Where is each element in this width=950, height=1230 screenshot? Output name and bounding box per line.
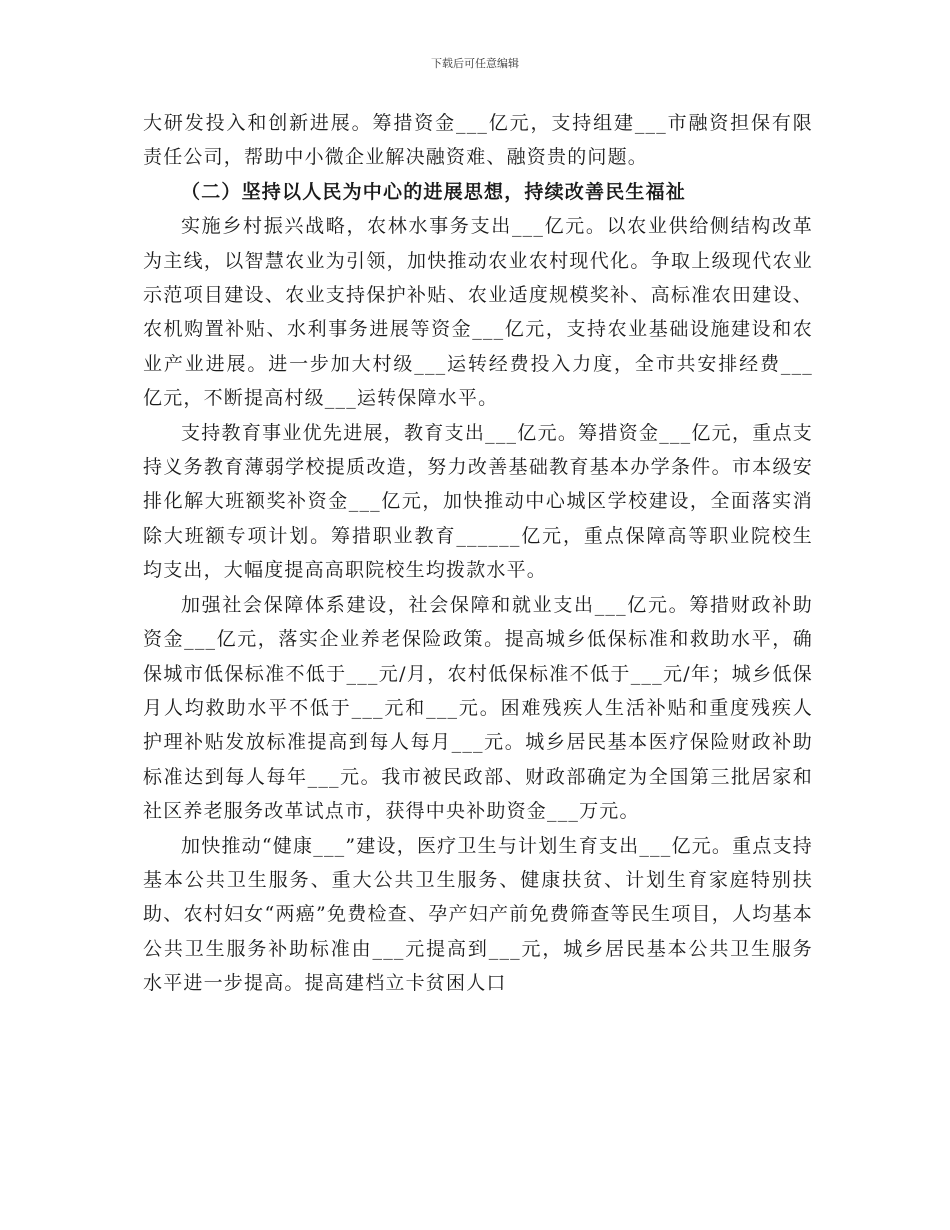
paragraph-education: 支持教育事业优先进展，教育支出___亿元。筹措资金___亿元，重点支持义务教育薄弱学校提质改造，努力改善基础教育基本办学条件。市本级安排化解大班额奖补资金___亿元，加快推动中心城区学校建设，全面落实消除大班额专项计划。筹措职业教育______亿元，重点保障高等职业院校生均支出，大幅度提高高职院校生均拨款水平。 [143, 421, 813, 582]
page-header: 下载后可任意编辑 [431, 57, 519, 70]
paragraph-continuation: 大研发投入和创新进展。筹措资金___亿元，支持组建___市融资担保有限责任公司，帮助中小微企业解决融资难、融资贵的问题。 [143, 112, 813, 169]
document-body [143, 106, 813, 1001]
section-heading: （二）坚持以人民为中心的进展思想，持续改善民生福祉 [181, 180, 687, 203]
paragraph-rural-revitalization: 实施乡村振兴战略，农林水事务支出___亿元。以农业供给侧结构改革为主线，以智慧农业为引领，加快推动农业农村现代化。争取上级现代农业示范项目建设、农业支持保护补贴、农业适度规模奖补、高标准农田建设、农机购置补贴、水利事务进展等资金___亿元，支持农业基础设施建设和农业产业进展。进一步加大村级___运转经费投入力度，全市共安排经费___亿元，不断提高村级___运转保障水平。 [143, 215, 813, 410]
paragraph-health: 加快推动“健康___”建设，医疗卫生与计划生育支出___亿元。重点支持基本公共卫生服务、重大公共卫生服务、健康扶贫、计划生育家庭特别扶助、农村妇女“两癌”免费检查、孕产妇产前免费筛查等民生项目，人均基本公共卫生服务补助标准由___元提高到___元，城乡居民基本公共卫生服务水平进一步提高。提高建档立卡贫困人口 [143, 834, 813, 995]
paragraph-social-security: 加强社会保障体系建设，社会保障和就业支出___亿元。筹措财政补助资金___亿元，落实企业养老保险政策。提高城乡低保标准和救助水平，确保城市低保标准不低于___元/月，农村低保标准不低于___元/年；城乡低保月人均救助水平不低于___元和___元。困难残疾人生活补贴和重度残疾人护理补贴发放标准提高到每人每月___元。城乡居民基本医疗保险财政补助标准达到每人每年___元。我市被民政部、财政部确定为全国第三批居家和社区养老服务改革试点市，获得中央补助资金___万元。 [143, 593, 813, 823]
